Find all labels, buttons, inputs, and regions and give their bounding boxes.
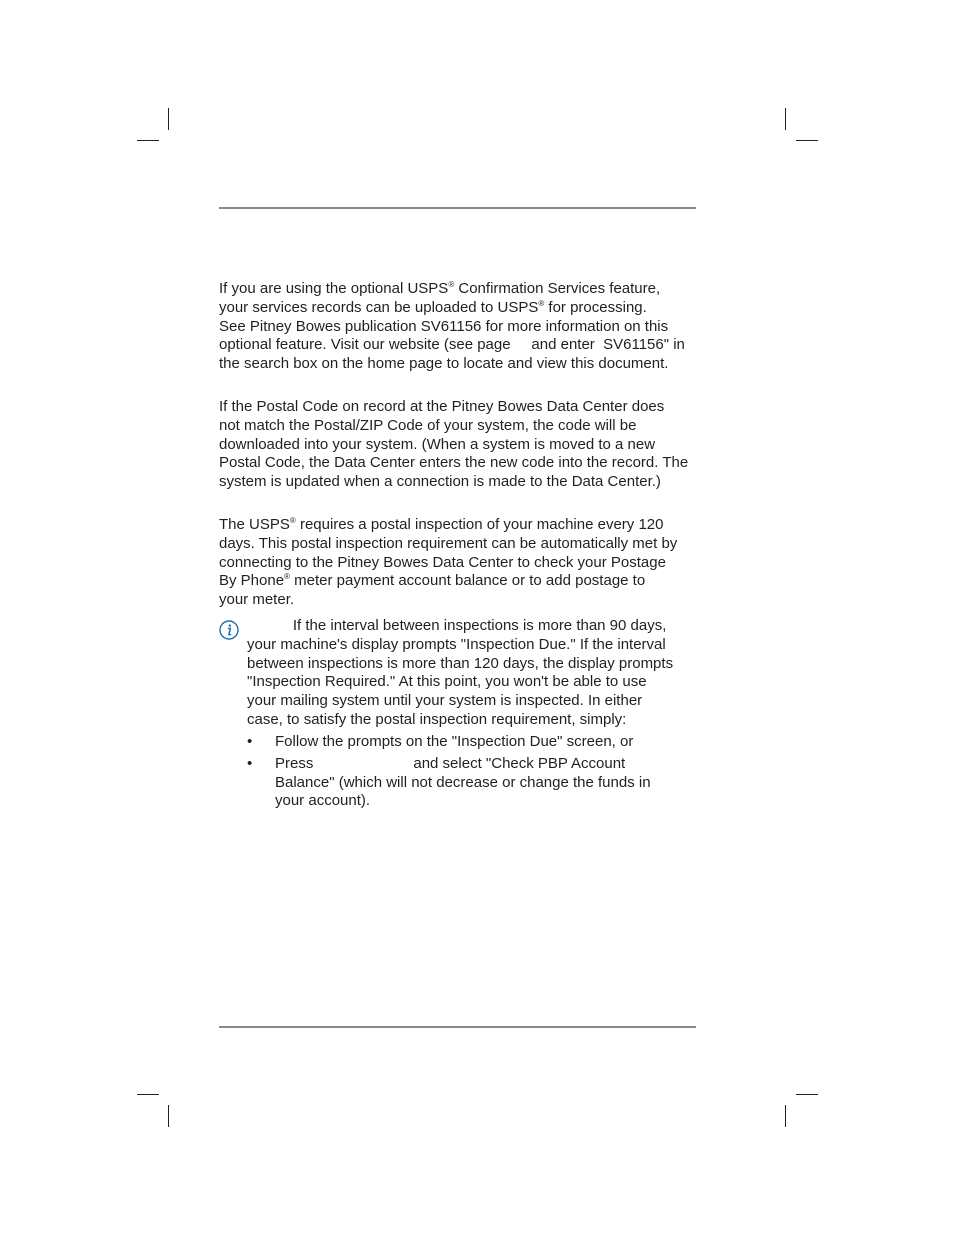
bullet-icon: • (247, 754, 253, 772)
text-line: See Pitney Bowes publication SV61156 for more information on this (219, 317, 669, 335)
text-line: Postal Code, the Data Center enters the new code into the record. The (219, 454, 689, 472)
text-line: system is updated when a connection is made to the Data Center.) (219, 473, 661, 491)
postal-inspection-paragraph (219, 516, 699, 610)
text-line: not match the Postal/ZIP Code of your system, the code will be (219, 416, 637, 434)
text-line: Follow the prompts on the "Inspection Due" screen, or (275, 733, 634, 750)
list-item (247, 755, 707, 811)
crop-mark-bottom-right-vertical (785, 1105, 786, 1127)
confirmation-services-paragraph (219, 280, 699, 374)
inspection-steps-list (247, 733, 707, 814)
text-line: the search box on the home page to locate and view this document. (219, 355, 669, 373)
crop-mark-top-left-horizontal (137, 140, 159, 141)
crop-mark-bottom-left-horizontal (137, 1094, 159, 1095)
info-circle-icon (219, 620, 239, 640)
list-item (247, 733, 707, 752)
text-line: Balance" (which will not decrease or change the funds in (275, 773, 651, 791)
text-line: your services records can be uploaded to USPS® for processing. (219, 298, 647, 316)
text-line: between inspections is more than 120 days, the display prompts (247, 654, 674, 672)
crop-mark-top-right-vertical (785, 108, 786, 130)
text-line: By Phone® meter payment account balance or to add postage to (219, 572, 646, 590)
footer-rule (219, 1026, 696, 1028)
crop-mark-bottom-right-horizontal (796, 1094, 818, 1095)
text-line: If the Postal Code on record at the Pitney Bowes Data Center does (219, 398, 665, 415)
postal-code-paragraph (219, 398, 699, 492)
text-line: optional feature. Visit our website (see page and enter SV61156" in (219, 336, 685, 354)
text-line: your mailing system until your system is inspected. In either (247, 692, 643, 710)
crop-mark-top-right-horizontal (796, 140, 818, 141)
crop-mark-top-left-vertical (168, 108, 169, 130)
header-rule (219, 207, 696, 209)
text-line: If the interval between inspections is more than 90 days, (247, 617, 667, 634)
inspection-note (247, 617, 707, 730)
bullet-icon: • (247, 733, 253, 750)
text-line: The USPS® requires a postal inspection of your machine every 120 (219, 516, 664, 533)
text-line: "Inspection Required." At this point, you won't be able to use (247, 673, 647, 691)
text-line: days. This postal inspection requirement can be automatically met by (219, 534, 678, 552)
text-line: downloaded into your system. (When a system is moved to a new (219, 435, 656, 453)
text-line: Press and select "Check PBP Account (275, 754, 626, 772)
text-line: your machine's display prompts "Inspection Due." If the interval (247, 635, 666, 653)
text-line: case, to satisfy the postal inspection requirement, simply: (247, 710, 627, 728)
text-line: your meter. (219, 591, 295, 609)
text-line: If you are using the optional USPS® Confirmation Services feature, (219, 280, 661, 297)
text-line: your account). (275, 792, 371, 810)
crop-mark-bottom-left-vertical (168, 1105, 169, 1127)
text-line: connecting to the Pitney Bowes Data Center to check your Postage (219, 553, 666, 571)
